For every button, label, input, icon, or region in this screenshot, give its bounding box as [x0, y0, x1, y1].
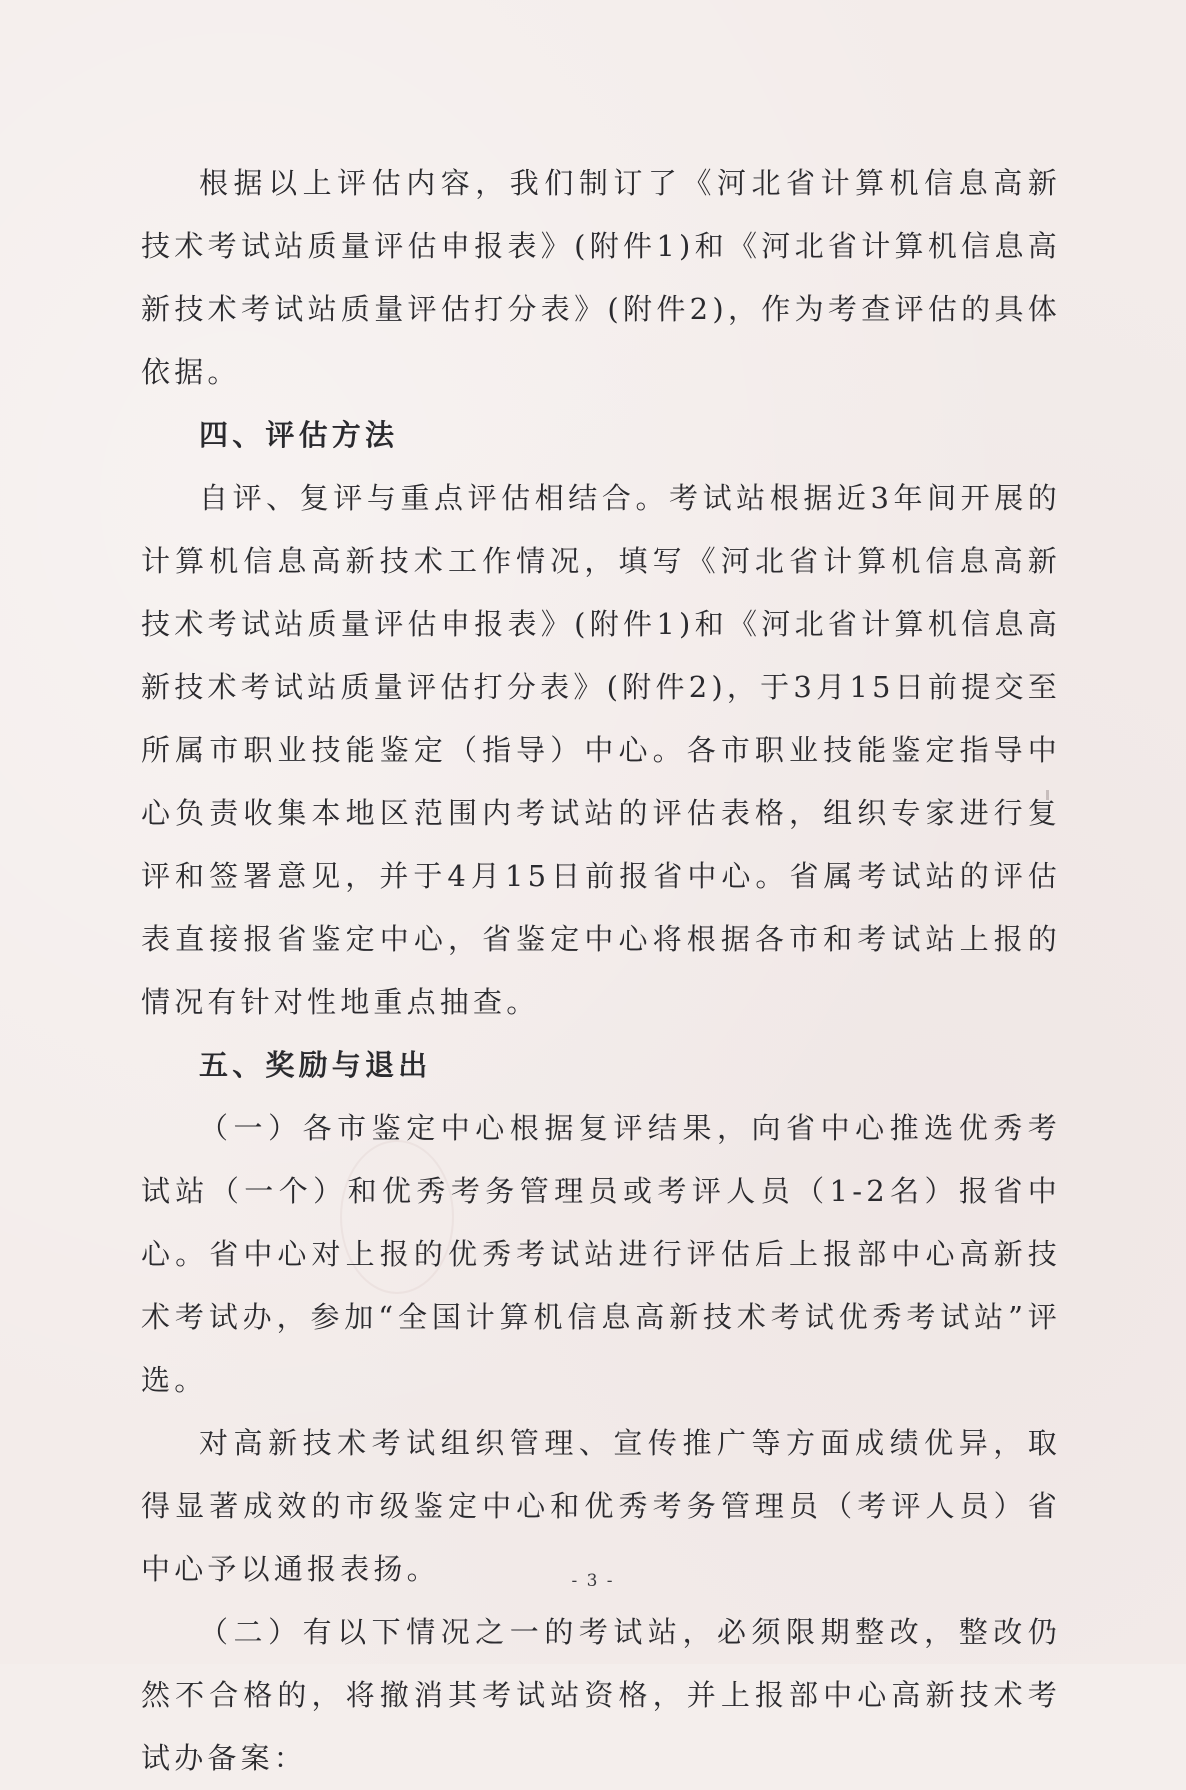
heading-reward-and-exit: 五、奖励与退出: [199, 1048, 432, 1082]
heading-evaluation-method: 四、评估方法: [199, 418, 399, 452]
page-number: - 3 -: [571, 1571, 615, 1591]
paragraph-evaluation-basis: 根据以上评估内容，我们制订了《河北省计算机信息高新技术考试站质量评估申报表》(附件1)和《河北省计算机信息高新技术考试站质量评估打分表》(附件2)，作为考查评估的具体依据。: [141, 166, 1061, 389]
document-body: [141, 152, 1061, 1790]
paragraph-reward-selection: （一）各市鉴定中心根据复评结果，向省中心推选优秀考试站（一个）和优秀考务管理员或考评人员（1-2名）报省中心。省中心对上报的优秀考试站进行评估后上报部中心高新技术考试办，参加“全国计算机信息高新技术考试优秀考试站”评选。: [141, 1111, 1061, 1397]
paragraph-commendation: 对高新技术考试组织管理、宣传推广等方面成绩优异，取得显著成效的市级鉴定中心和优秀考务管理员（考评人员）省中心予以通报表扬。: [141, 1426, 1061, 1586]
paragraph-evaluation-method: 自评、复评与重点评估相结合。考试站根据近3年间开展的计算机信息高新技术工作情况，填写《河北省计算机信息高新技术考试站质量评估申报表》(附件1)和《河北省计算机信息高新技术考试站质量评估打分表》(附件2)，于3月15日前提交至所属市职业技能鉴定（指导）中心。各市职业技能鉴定指导中心负责收集本地区范围内考试站的评估表格，组织专家进行复评和签署意见，并于4月15日前报省中心。省属考试站的评估表直接报省鉴定中心，省鉴定中心将根据各市和考试站上报的情况有针对性地重点抽查。: [141, 481, 1061, 1019]
paragraph-rectification: （二）有以下情况之一的考试站，必须限期整改，整改仍然不合格的，将撤消其考试站资格，并上报部中心高新技术考试办备案：: [141, 1615, 1061, 1775]
